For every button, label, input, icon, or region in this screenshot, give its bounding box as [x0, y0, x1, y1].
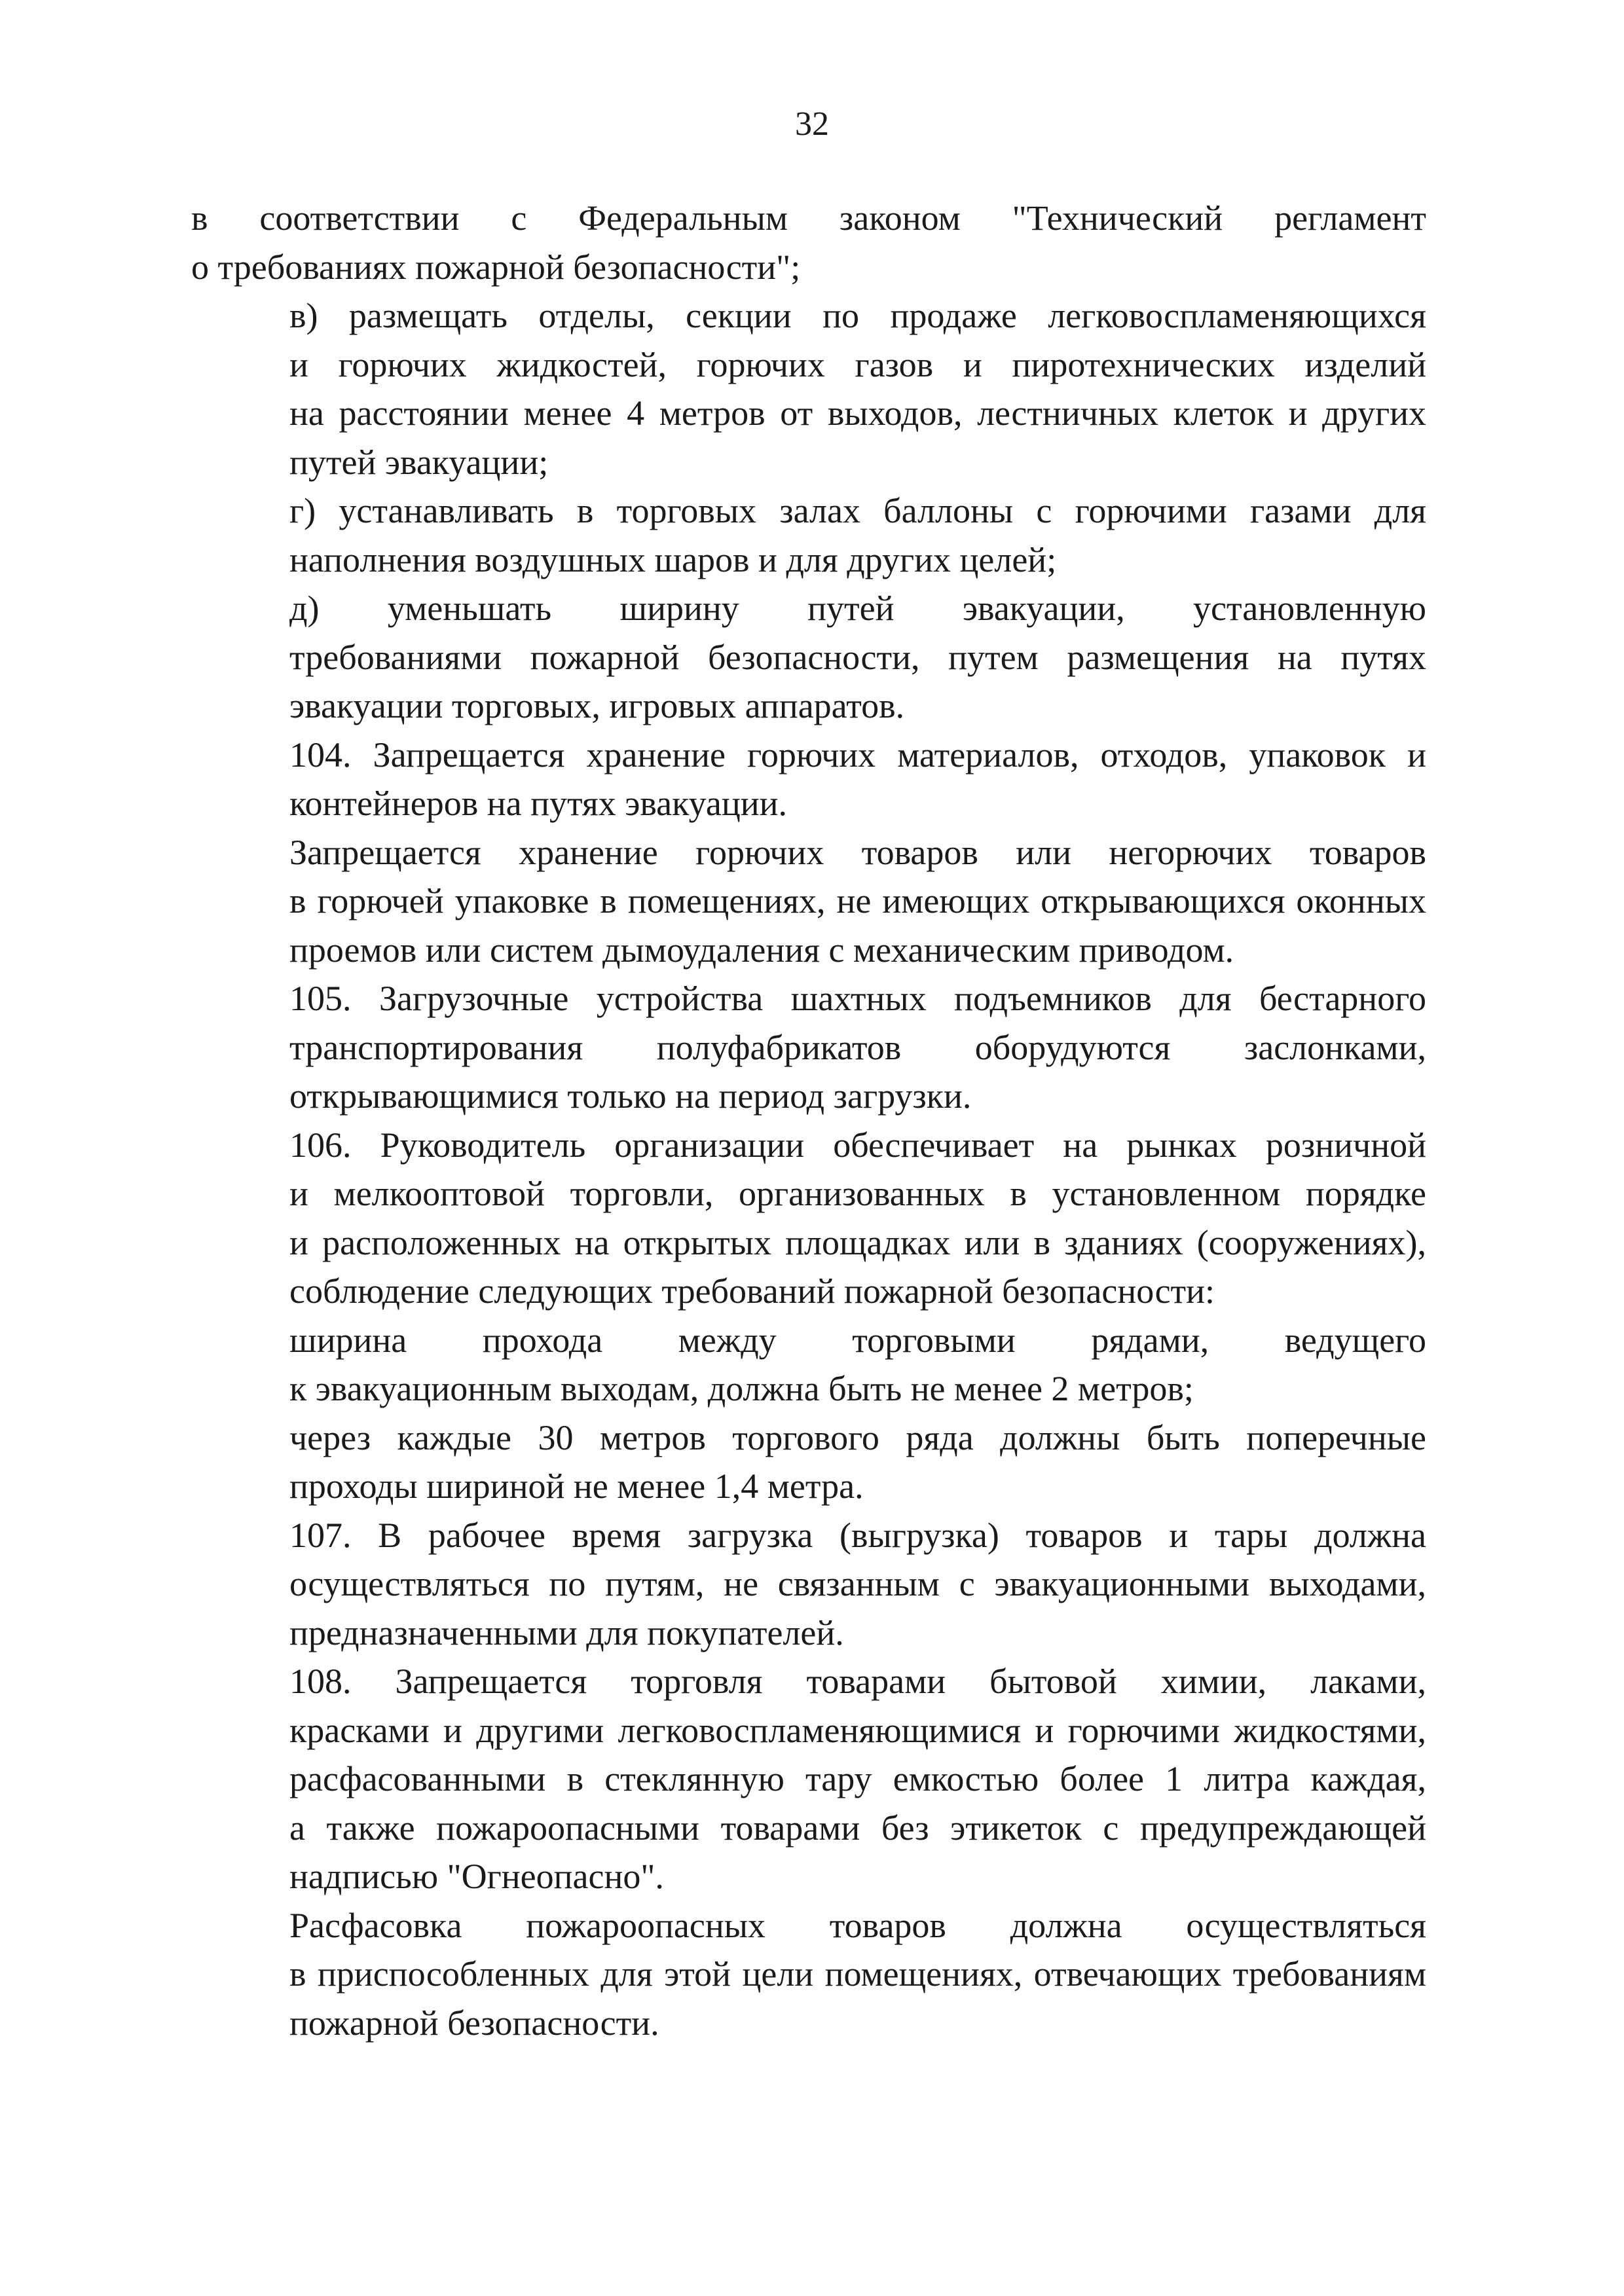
text-line: в соответствии с Федеральным законом "Технический регламент — [191, 198, 1426, 238]
text-line: к эвакуационным выходам, должна быть не менее 2 метров; — [289, 1369, 1194, 1408]
document-body — [191, 194, 1426, 2047]
page-number: 32 — [795, 105, 829, 143]
text-line: 107. В рабочее время загрузка (выгрузка) товаров и тары должна — [289, 1515, 1426, 1555]
paragraph-item-g — [191, 486, 1426, 584]
text-line: проемов или систем дымоудаления с механическим приводом. — [289, 930, 1234, 970]
paragraph-105 — [191, 974, 1426, 1121]
text-line: через каждые 30 метров торгового ряда должны быть поперечные — [289, 1417, 1426, 1457]
text-line: требованиями пожарной безопасности, путем размещения на путях — [289, 637, 1426, 677]
text-line: открывающимися только на период загрузки. — [289, 1076, 972, 1116]
text-line: красками и другими легковоспламеняющимися и горючими жидкостями, — [289, 1710, 1426, 1750]
paragraph-107 — [191, 1511, 1426, 1658]
text-line: 106. Руководитель организации обеспечивает на рынках розничной — [289, 1125, 1426, 1165]
paragraph-104-continued — [191, 828, 1426, 975]
text-line: соблюдение следующих требований пожарной безопасности: — [289, 1271, 1215, 1311]
paragraph-108 — [191, 1657, 1426, 1901]
text-line: пожарной безопасности. — [289, 2003, 659, 2043]
text-line: и мелкооптовой торговли, организованных в установленном порядке — [289, 1174, 1426, 1213]
text-line: о требованиях пожарной безопасности"; — [191, 247, 801, 287]
text-line: осуществляться по путям, не связанным с эвакуационными выходами, — [289, 1564, 1426, 1603]
text-line: в приспособленных для этой цели помещениях, отвечающих требованиям — [289, 1954, 1426, 1994]
text-line: Расфасовка пожароопасных товаров должна осуществляться — [289, 1905, 1426, 1945]
paragraph-104 — [191, 731, 1426, 828]
text-line: и расположенных на открытых площадках или в зданиях (сооружениях), — [289, 1222, 1426, 1262]
text-line: 104. Запрещается хранение горючих материалов, отходов, упаковок и — [289, 735, 1426, 774]
text-line: и горючих жидкостей, горючих газов и пиротехнических изделий — [289, 344, 1426, 384]
paragraph-108-packaging — [191, 1901, 1426, 2048]
paragraph-item-d — [191, 584, 1426, 731]
text-line: Запрещается хранение горючих товаров или негорючих товаров — [289, 832, 1426, 872]
paragraph-106-cross-passages — [191, 1413, 1426, 1511]
text-line: транспортирования полуфабрикатов оборудуются заслонками, — [289, 1027, 1426, 1067]
text-line: в горючей упаковке в помещениях, не имеющих открывающихся оконных — [289, 881, 1426, 920]
text-line: а также пожароопасными товарами без этикеток с предупреждающей — [289, 1808, 1426, 1848]
text-line: 108. Запрещается торговля товарами бытовой химии, лаками, — [289, 1662, 1426, 1701]
text-line: ширина прохода между торговыми рядами, ведущего — [289, 1320, 1426, 1360]
text-line: в) размещать отделы, секции по продаже легковоспламеняющихся — [289, 296, 1426, 335]
text-line: проходы шириной не менее 1,4 метра. — [289, 1467, 864, 1506]
text-line: наполнения воздушных шаров и для других целей; — [289, 539, 1057, 579]
text-line: эвакуации торговых, игровых аппаратов. — [289, 686, 905, 725]
paragraph-106-passage-width — [191, 1316, 1426, 1413]
text-line: путей эвакуации; — [289, 442, 549, 482]
paragraph-106 — [191, 1121, 1426, 1316]
text-line: расфасованными в стеклянную тару емкостью более 1 литра каждая, — [289, 1759, 1426, 1798]
text-line: предназначенными для покупателей. — [289, 1613, 844, 1652]
text-line: 105. Загрузочные устройства шахтных подъемников для бестарного — [289, 979, 1426, 1018]
text-line: д) уменьшать ширину путей эвакуации, установленную — [289, 589, 1426, 628]
text-line: контейнеров на путях эвакуации. — [289, 784, 788, 823]
paragraph-item-v — [191, 291, 1426, 486]
text-line: на расстоянии менее 4 метров от выходов, лестничных клеток и других — [289, 393, 1426, 433]
paragraph-continuation — [191, 194, 1426, 291]
text-line: г) устанавливать в торговых залах баллоны с горючими газами для — [289, 491, 1426, 530]
text-line: надписью "Огнеопасно". — [289, 1857, 664, 1896]
